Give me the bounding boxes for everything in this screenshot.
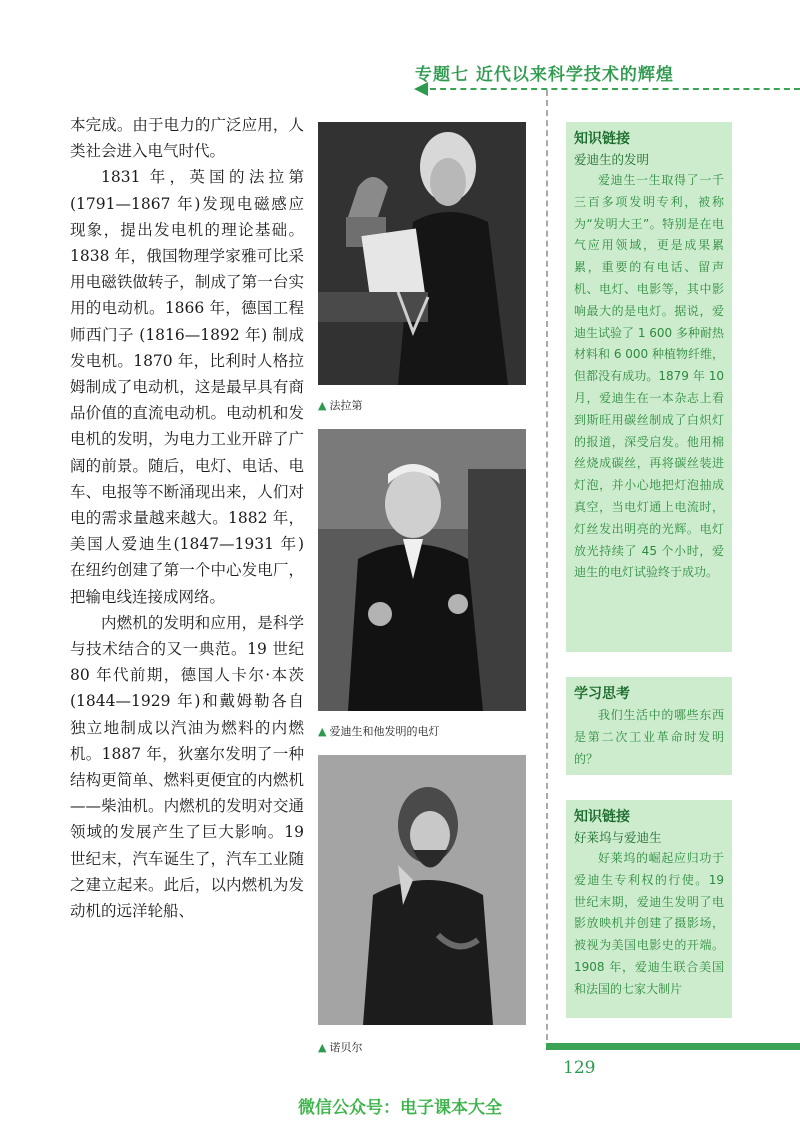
header-divider [430,88,800,90]
watermark: 微信公众号：电子课本大全 [298,1098,502,1118]
box-text: 好莱坞的崛起应归功于爱迪生专利权的行使。19 世纪末期，爱迪生发明了电影放映机并创建了摄影场，被视为美国电影史的开端。1908 年，爱迪生联合美国和法国的七家大制片 [574,851,724,996]
box-title: 知识链接 [574,809,630,825]
edison-caption: ▲ 爱迪生和他发明的电灯 [318,725,440,738]
triangle-icon: ▲ [318,399,327,412]
box-subtitle: 好莱坞与爱迪生 [574,830,662,845]
main-text [70,112,304,924]
footer-bar [546,1043,800,1050]
faraday-caption: ▲ 法拉第 [318,399,363,412]
box-title: 学习思考 [574,686,630,702]
box-subtitle: 爱迪生的发明 [574,152,650,167]
paragraph: 1831 年，英国的法拉第(1791—1867 年)发现电磁感应现象，提出发电机的理论基础。1838 年，俄国物理学家雅可比采用电磁铁做转子，制成了第一台实用的电动机。1866 年，德国工程师西门子 (1816—1892 年) 制成发电机。1870 年，比利时人格拉姆制成了电动机，这是最早具有商品价值的直流电动机。电动机和发电机的发明，为电力工业开辟了广阔的前景。随后，电灯、电话、电车、电报等不断涌现出来，人们对电的需求量越来越大。1882 年，美国人爱迪生(1847—1931 年) 在纽约创建了第一个中心发电厂，把输电线连接成网络。 [70,168,304,606]
triangle-icon: ▲ [318,1041,327,1054]
column-divider [546,90,548,1050]
page-number: 129 [563,1058,596,1078]
edison-photo [318,429,526,711]
paragraph: 内燃机的发明和应用，是科学与技术结合的又一典范。19 世纪 80 年代前期，德国人卡尔·本茨(1844—1929 年)和戴姆勒各自独立地制成以汽油为燃料的内燃机。1887 年，狄塞尔发明了一种结构更简单、燃料更便宜的内燃机——柴油机。内燃机的发明对交通领域的发展产生了巨大影响。19 世纪末，汽车诞生了，汽车工业随之建立起来。此后，以内燃机为发动机的远洋轮船、 [70,613,304,921]
arrow-left-icon [414,82,428,96]
paragraph: 本完成。由于电力的广泛应用，人类社会进入电气时代。 [70,116,304,161]
study-think-box [566,677,732,775]
nobel-caption: ▲ 诺贝尔 [318,1041,363,1054]
box-text: 爱迪生一生取得了一千三百多项发明专利，被称为“发明大王”。特别是在电气应用领域，更是成果累累，重要的有电话、留声机、电灯、电影等，其中影响最大的是电灯。据说，爱迪生试验了 1 600 多种耐热材料和 6 000 种植物纤维，但都没有成功。1879 年 10 月，爱迪生在一本杂志上看到斯旺用碳丝制成了白炽灯的报道，深受启发。他用棉丝烧成碳丝，再将碳丝装进灯泡，并小心地把灯泡抽成真空，当电灯通上电流时，灯丝发出明亮的光辉。电灯放光持续了 45 个小时，爱迪生的电灯试验终于成功。 [574,173,724,580]
chapter-title: 专题七 近代以来科学技术的辉煌 [415,65,674,85]
nobel-photo [318,755,526,1025]
knowledge-link-box-edison [566,122,732,652]
faraday-photo [318,122,526,385]
triangle-icon: ▲ [318,725,327,738]
box-title: 知识链接 [574,131,630,147]
knowledge-link-box-hollywood [566,800,732,1018]
box-text: 我们生活中的哪些东西是第二次工业革命时发明的？ [574,708,724,766]
